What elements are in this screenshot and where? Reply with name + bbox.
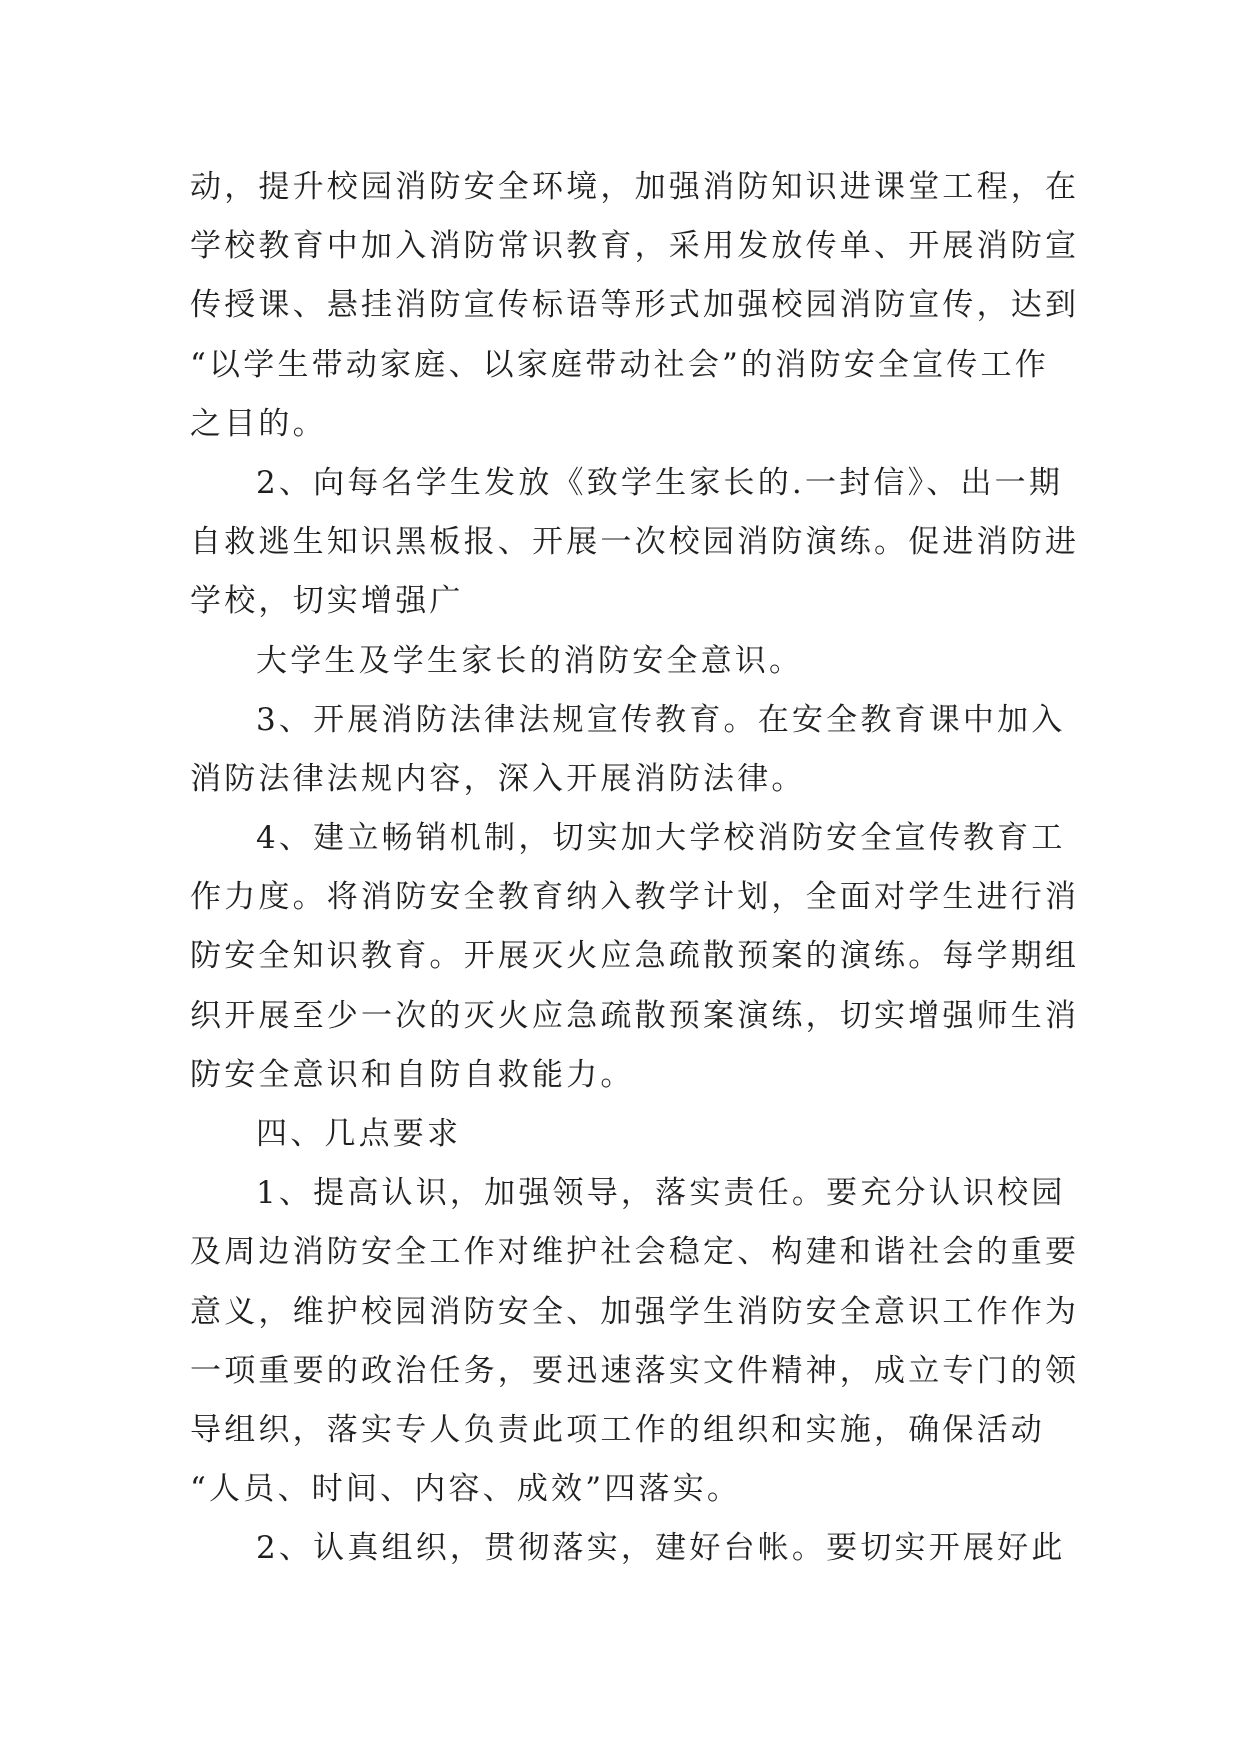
body-text — [190, 158, 1080, 1579]
text-line: 动，提升校园消防安全环境，加强消防知识进课堂工程，在 — [190, 169, 1080, 205]
text-line: 作力度。将消防安全教育纳入教学计划，全面对学生进行消 — [190, 879, 1080, 916]
text-line: 织开展至少一次的灭火应急疏散预案演练，切实增强师生消 — [190, 997, 1080, 1034]
text-line: 消防法律法规内容，深入开展消防法律。 — [190, 760, 806, 797]
text-line: 传授课、悬挂消防宣传标语等形式加强校园消防宣传，达到 — [190, 287, 1080, 324]
text-line: 防安全知识教育。开展灭火应急疏散预案的演练。每学期组 — [190, 938, 1080, 975]
requirement-2-start: 2、认真组织，贯彻落实，建好台帐。要切实开展好此 — [256, 1530, 1066, 1567]
text-line: 一项重要的政治任务，要迅速落实文件精神，成立专门的领 — [190, 1352, 1080, 1389]
text-line: 防安全意识和自防自救能力。 — [190, 1056, 635, 1093]
text-line-continuation: 大学生及学生家长的消防安全意识。 — [256, 642, 804, 679]
paragraph-2-start: 2、向每名学生发放《致学生家长的.一封信》、出一期 — [256, 464, 1064, 501]
section-heading: 四、几点要求 — [256, 1116, 462, 1152]
text-line: 导组织，落实专人负责此项工作的组织和实施，确保活动 — [190, 1411, 1045, 1448]
text-line: 学校，切实增强广 — [190, 583, 464, 620]
paragraph-3-start: 3、开展消防法律法规宣传教育。在安全教育课中加入 — [256, 701, 1066, 738]
text-line: 之目的。 — [190, 405, 327, 442]
text-line: 自救逃生知识黑板报、开展一次校园消防演练。促进消防进 — [190, 524, 1080, 561]
text-line: “人员、时间、内容、成效”四落实。 — [190, 1471, 742, 1508]
text-line: 及周边消防安全工作对维护社会稳定、构建和谐社会的重要 — [190, 1234, 1080, 1271]
text-line: 意义，维护校园消防安全、加强学生消防安全意识工作作为 — [190, 1293, 1080, 1330]
paragraph-4-start: 4、建立畅销机制，切实加大学校消防安全宣传教育工 — [256, 820, 1066, 857]
text-line: 学校教育中加入消防常识教育，采用发放传单、开展消防宣 — [190, 228, 1080, 265]
text-line: “以学生带动家庭、以家庭带动社会”的消防安全宣传工作 — [190, 346, 1049, 383]
requirement-1-start: 1、提高认识，加强领导，落实责任。要充分认识校园 — [256, 1175, 1066, 1212]
